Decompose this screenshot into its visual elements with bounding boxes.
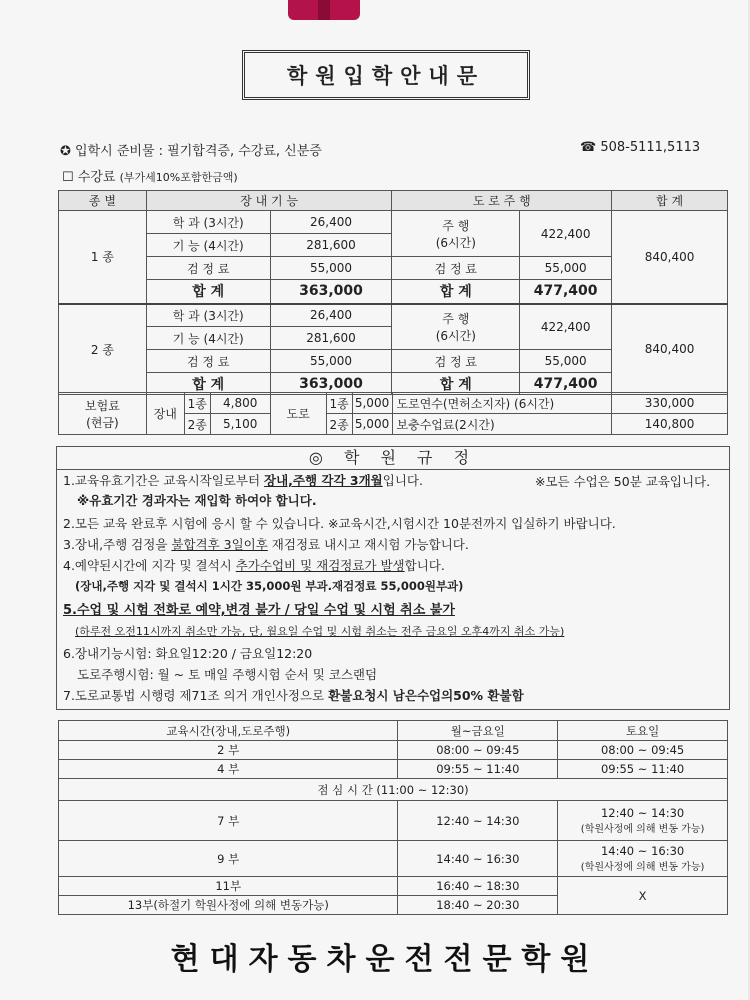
class2-exam-fee: 55,000	[270, 350, 392, 373]
rule-3	[63, 535, 469, 553]
rules-box	[56, 446, 730, 710]
class2-lecture: 학 과 (3시간)	[146, 304, 270, 327]
insurance-road-c1-fee: 5,000	[352, 393, 392, 414]
rule-1	[63, 471, 423, 489]
insurance-road-c2-fee: 5,000	[352, 414, 392, 435]
class2-road-sum: 477,400	[520, 373, 612, 395]
rule-1-sub: ※유효기간 경과자는 재입학 하여야 합니다.	[77, 493, 317, 508]
fee-note: (부가세10%포함한금액)	[119, 171, 238, 184]
insurance-road-c2: 2종	[326, 414, 352, 435]
insurance-label	[59, 393, 147, 435]
class1-exam: 검 정 료	[146, 257, 270, 280]
road-drive-label: 주 행	[442, 218, 470, 233]
tt-saturday-none: X	[558, 877, 728, 915]
class2-road-sum-label: 합 계	[392, 373, 520, 395]
binder-clip	[288, 0, 360, 20]
rule-3-a: 3.장내,주행 검정을	[63, 537, 172, 552]
tt-header-period: 교육시간(장내,도로주행)	[59, 721, 398, 741]
tt-row-period: 4 부	[59, 760, 398, 779]
tt-p9-saturday	[558, 841, 728, 877]
insurance-course-c1: 1종	[184, 393, 210, 414]
rule-1-c: 입니다.	[382, 473, 423, 488]
rule-1-a: 1.교육유효기간은 교육시작일로부터	[63, 473, 264, 488]
class2-road-exam-fee: 55,000	[520, 350, 612, 373]
tt-p7-saturday	[558, 801, 728, 841]
tt-header-saturday: 토요일	[558, 721, 728, 741]
rule-5-sub: (하루전 오전11시까지 취소만 가능, 단, 월요일 수업 및 시험 취소는 전주 금요일 오후4까지 취소 가능)	[75, 625, 565, 638]
tt-p7-sat-time: 12:40 ~ 14:30	[600, 806, 685, 820]
phone-number: ☎ 508-5111,5113	[580, 140, 701, 155]
insurance-course-c2: 2종	[184, 414, 210, 435]
tt-row-weekday: 09:55 ~ 11:40	[398, 760, 558, 779]
class1-sum: 363,000	[270, 280, 392, 304]
class2-exam: 검 정 료	[146, 350, 270, 373]
extra-road-training: 도로연수(면허소지자) (6시간)	[392, 393, 612, 414]
rule-6: 6.장내기능시험: 화요일12:20 / 금요일12:20	[63, 646, 313, 661]
tt-row-period: 2 부	[59, 741, 398, 760]
tt-lunch: 점 심 시 간 (11:00 ~ 12:30)	[59, 779, 728, 801]
insurance-label-line1: 보험료	[85, 398, 120, 413]
class2-skill-fee: 281,600	[270, 327, 392, 350]
class1-skill: 기 능 (4시간)	[146, 234, 270, 257]
tt-header-weekday: 월~금요일	[398, 721, 558, 741]
page-title: 학원입학안내문	[242, 50, 530, 100]
tt-p9: 9 부	[59, 841, 398, 877]
fee-table	[58, 190, 728, 395]
tt-p9-weekday: 14:40 ~ 16:30	[398, 841, 558, 877]
class1-road-drive	[392, 211, 520, 257]
tt-p11: 11부	[59, 877, 398, 896]
header-total: 합 계	[612, 191, 728, 211]
extra-supplement-fee: 140,800	[612, 414, 728, 435]
extra-road-training-fee: 330,000	[612, 393, 728, 414]
rule-3-b: 불합격후 3일이후	[171, 537, 268, 552]
rule-7-b: 환불요청시 남은수업의50% 환불함	[328, 688, 524, 703]
class1-lecture: 학 과 (3시간)	[146, 211, 270, 234]
rule-4-sub: (장내,주행 지각 및 결석시 1시간 35,000원 부과.재검정료 55,000원부과)	[75, 579, 464, 593]
rules-title: ◎ 학 원 규 정	[57, 447, 729, 470]
tt-row-saturday: 09:55 ~ 11:40	[558, 760, 728, 779]
tt-p9-sat-time: 14:40 ~ 16:30	[600, 844, 685, 858]
insurance-road-label: 도로	[270, 393, 326, 435]
insurance-label-line2: (현금)	[86, 415, 119, 430]
class1-skill-fee: 281,600	[270, 234, 392, 257]
class1-road-exam-fee: 55,000	[520, 257, 612, 280]
timetable	[58, 720, 728, 915]
class1-total: 840,400	[612, 211, 728, 304]
rule-5: 5.수업 및 시험 전화로 예약,변경 불가 / 당일 수업 및 시험 취소 불가	[63, 603, 455, 618]
road-drive-hours: (6시간)	[435, 328, 476, 343]
tt-p7-sat-note: (학원사정에 의해 변동 가능)	[580, 824, 705, 835]
class2-lecture-fee: 26,400	[270, 304, 392, 327]
rule-4	[63, 556, 445, 574]
tt-p7: 7 부	[59, 801, 398, 841]
header-road: 도 로 주 행	[392, 191, 612, 211]
class2-total: 840,400	[612, 304, 728, 395]
class2-sum: 363,000	[270, 373, 392, 395]
rule-6-sub: 도로주행시험: 월 ~ 토 매일 주행시험 순서 및 코스랜덤	[77, 667, 378, 682]
extra-supplement: 보충수업료(2시간)	[392, 414, 612, 435]
fee-label: ☐ 수강료	[62, 170, 116, 185]
class1-road-sum-label: 합 계	[392, 280, 520, 304]
road-drive-label: 주 행	[442, 311, 470, 326]
rule-7-a: 7.도로교통법 시행령 제71조 의거 개인사정으로	[63, 688, 329, 703]
rule-2: 2.모든 교육 완료후 시험에 응시 할 수 있습니다. ※교육시간,시험시간 10분전까지 입실하기 바랍니다.	[63, 516, 616, 531]
insurance-course-c2-fee: 5,100	[210, 414, 270, 435]
class1-road-sum: 477,400	[520, 280, 612, 304]
school-name-footer: 현대자동차운전전문학원	[170, 942, 600, 977]
rule-1-b: 장내,주행 각각 3개월	[264, 473, 383, 488]
preparation-line: ✪ 입학시 준비물 : 필기합격증, 수강료, 신분증	[60, 144, 322, 159]
tt-p11-weekday: 16:40 ~ 18:30	[398, 877, 558, 896]
class1-road-drive-fee: 422,400	[520, 211, 612, 257]
class1-name: 1 종	[59, 211, 147, 304]
rule-1-note: ※모든 수업은 50분 교육입니다.	[535, 474, 711, 489]
class1-road-exam: 검 정 료	[392, 257, 520, 280]
header-course: 장 내 기 능	[146, 191, 392, 211]
fee-heading	[62, 166, 238, 185]
tt-p7-weekday: 12:40 ~ 14:30	[398, 801, 558, 841]
insurance-table	[58, 392, 728, 435]
class2-road-exam: 검 정 료	[392, 350, 520, 373]
insurance-course-c1-fee: 4,800	[210, 393, 270, 414]
class2-name: 2 종	[59, 304, 147, 395]
rule-4-b: 추가수업비 및 재검정료가 발생	[235, 558, 405, 573]
class1-lecture-fee: 26,400	[270, 211, 392, 234]
tt-p13: 13부(하절기 학원사정에 의해 변동가능)	[59, 896, 398, 915]
rule-7	[63, 686, 524, 704]
rule-3-c: 재검정료 내시고 재시험 가능합니다.	[267, 537, 469, 552]
insurance-course-label: 장내	[146, 393, 184, 435]
class2-road-drive-fee: 422,400	[520, 304, 612, 350]
tt-row-saturday: 08:00 ~ 09:45	[558, 741, 728, 760]
rule-4-a: 4.예약된시간에 지각 및 결석시	[63, 558, 236, 573]
class2-sum-label: 합 계	[146, 373, 270, 395]
insurance-road-c1: 1종	[326, 393, 352, 414]
class1-exam-fee: 55,000	[270, 257, 392, 280]
class2-road-drive	[392, 304, 520, 350]
road-drive-hours: (6시간)	[435, 235, 476, 250]
tt-row-weekday: 08:00 ~ 09:45	[398, 741, 558, 760]
tt-p9-sat-note: (학원사정에 의해 변동 가능)	[580, 862, 705, 873]
tt-p13-weekday: 18:40 ~ 20:30	[398, 896, 558, 915]
rule-4-c: 합니다.	[404, 558, 445, 573]
class2-skill: 기 능 (4시간)	[146, 327, 270, 350]
header-kind: 종 별	[59, 191, 147, 211]
class1-sum-label: 합 계	[146, 280, 270, 304]
